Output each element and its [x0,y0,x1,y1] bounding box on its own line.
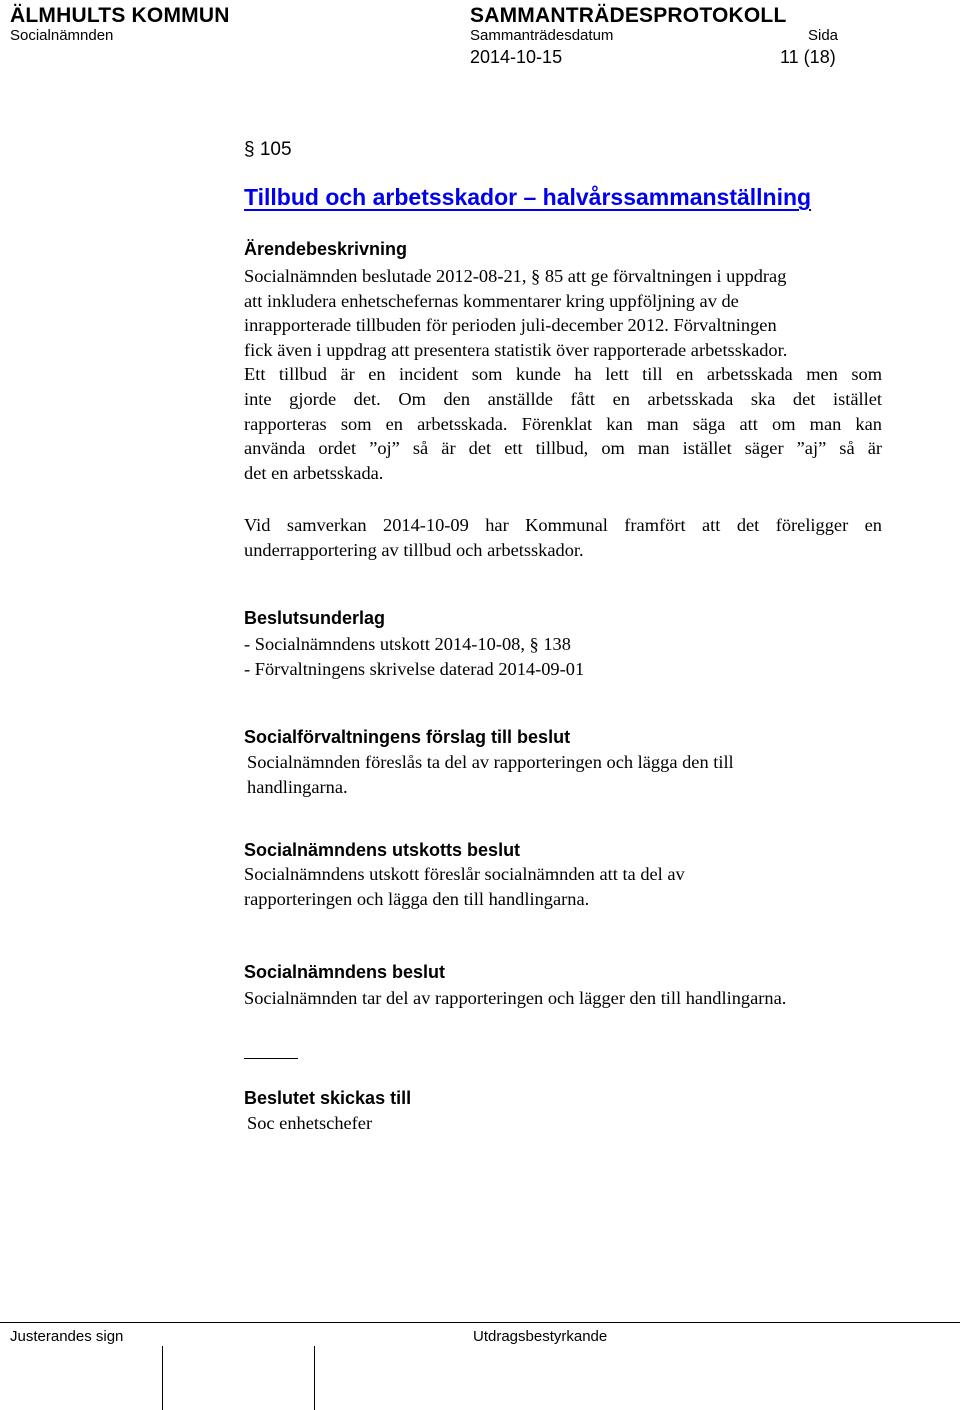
description-line: fick även i uppdrag att presentera statistik över rapporterade arbetsskador. [244,339,788,360]
committee-line: rapporteringen och lägga den till handlingarna. [244,888,590,909]
description-line: använda ordet ”oj” så är det ett tillbud, om man istället säger ”aj” så är [244,438,882,459]
signature-box-divider [162,1346,163,1410]
separator-line [244,1058,298,1059]
footer-top-rule [0,1322,960,1323]
committee-line: Socialnämndens utskott föreslår socialnämnden att ta del av [244,864,685,884]
meeting-date: 2014-10-15 [470,47,563,67]
proposal-heading: Socialförvaltningens förslag till beslut [244,727,571,747]
committee-text [244,862,685,911]
description-line: rapporteras som en arbetsskada. Förenklat kan man säga att om man kan [244,413,882,434]
description-text-2 [244,513,882,562]
decision-text: Socialnämnden tar del av rapporteringen och lägger den till handlingarna. [244,988,787,1008]
description-line: Socialnämnden beslutade 2012-08-21, § 85 att ge förvaltningen i uppdrag [244,266,787,286]
document-type: SAMMANTRÄDESPROTOKOLL [470,4,787,27]
description-line: inrapporterade tillbuden för perioden juli-december 2012. Förvaltningen [244,315,777,336]
unit-label: Socialnämnden [10,27,114,44]
decision-heading: Socialnämndens beslut [244,962,446,982]
description-text [244,264,882,485]
certification-label: Utdragsbestyrkande [473,1328,608,1345]
proposal-line: Socialnämnden föreslås ta del av rapporteringen och lägga den till [247,752,734,772]
proposal-text [247,750,734,799]
case-title[interactable]: Tillbud och arbetsskador – halvårssammanställning [244,184,812,210]
page-number: 11 (18) [780,47,836,67]
basis-heading: Beslutsunderlag [244,608,386,628]
basis-list [244,632,584,681]
description-line: det en arbetsskada. [244,462,384,483]
description-line: Vid samverkan 2014-10-09 har Kommunal framfört att det föreligger en [244,515,882,535]
basis-item: - Socialnämndens utskott 2014-10-08, § 138 [244,634,571,654]
sent-to-text: Soc enhetschefer [247,1113,373,1133]
description-line: inte gjorde det. Om den anställde fått en arbetsskada ska det istället [244,388,882,409]
description-line: underrapportering av tillbud och arbetsskador. [244,539,584,560]
description-heading: Ärendebeskrivning [244,239,408,259]
signature-box-divider [314,1346,315,1410]
basis-item: - Förvaltningens skrivelse daterad 2014-09-01 [244,658,585,679]
proposal-line: handlingarna. [247,776,348,797]
date-label: Sammanträdesdatum [470,27,614,44]
sent-to-heading: Beslutet skickas till [244,1088,412,1108]
paragraph-number: § 105 [244,139,292,160]
page-label: Sida [808,27,839,44]
committee-heading: Socialnämndens utskotts beslut [244,840,521,860]
description-line: Ett tillbud är en incident som kunde ha lett till en arbetsskada men som [244,364,882,385]
organization-name: ÄLMHULTS KOMMUN [10,4,230,27]
signature-label: Justerandes sign [10,1328,124,1345]
description-line: att inkludera enhetschefernas kommentarer kring uppföljning av de [244,290,739,311]
